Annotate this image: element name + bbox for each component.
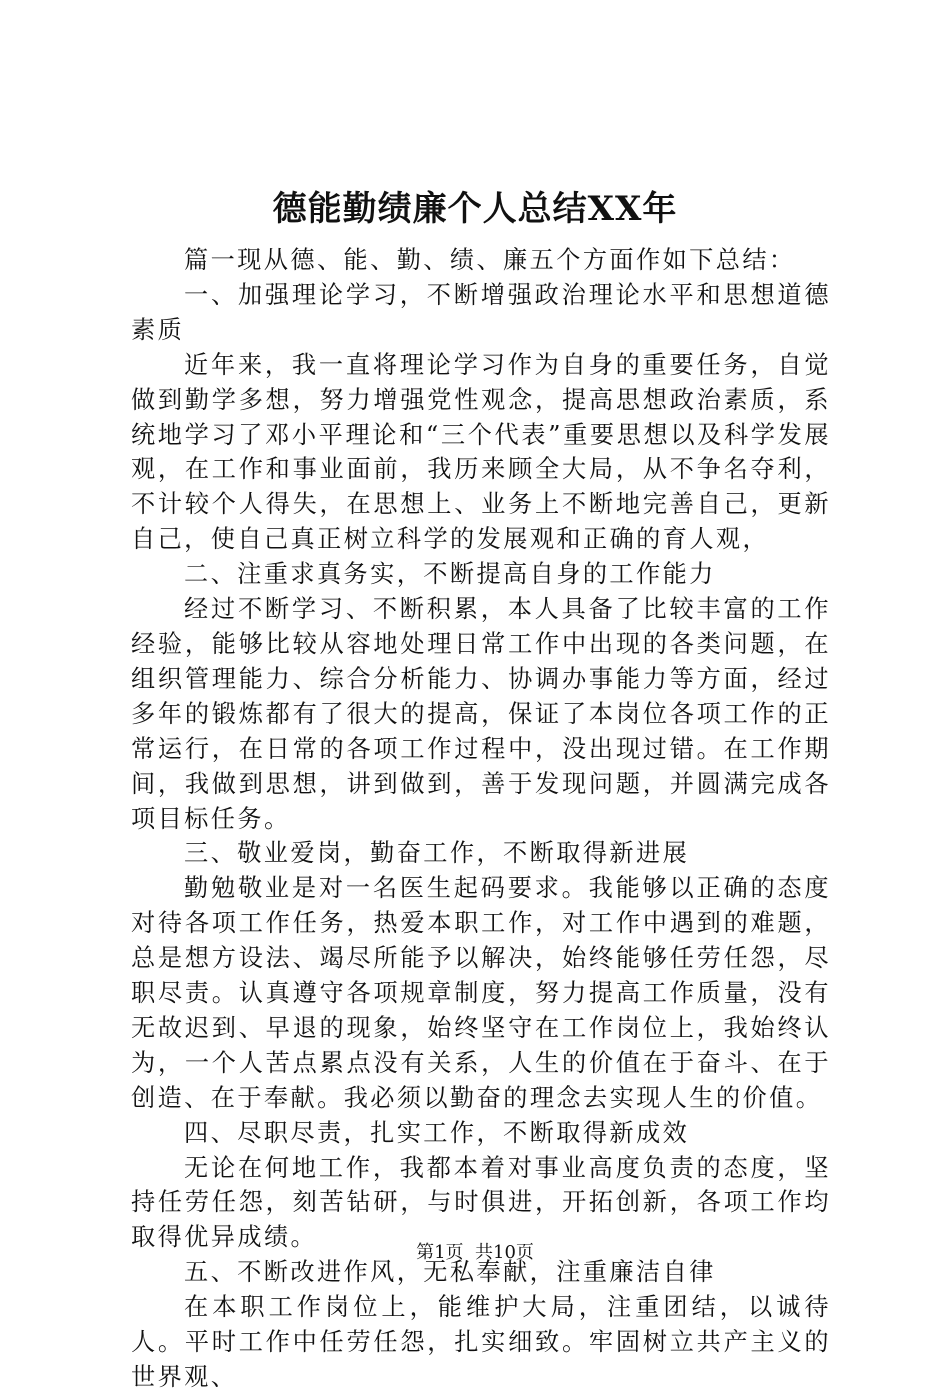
heading-section-2: 二、注重求真务实，不断提高自身的工作能力 — [184, 560, 716, 589]
paragraph-section-1: 近年来，我一直将理论学习作为自身的重要任务，自觉做到勤学多想，努力增强党性观念，提高思想政治素质，系统地学习了邓小平理论和“三个代表”重要思想以及科学发展观，在工作和事业面前，我历来顾全大局，从不争名夺利，不计较个人得失，在思想上、业务上不断地完善自己，更新自己，使自己真正树立科学的发展观和正确的育人观， — [131, 350, 831, 554]
paragraph-section-5: 在本职工作岗位上，能维护大局，注重团结，以诚待人。平时工作中任劳任怨，扎实细致。牢固树立共产主义的世界观、 — [131, 1293, 831, 1391]
paragraph-section-3: 勤勉敬业是对一名医生起码要求。我能够以正确的态度对待各项工作任务，热爱本职工作，对工作中遇到的难题，总是想方设法、竭尽所能予以解决，始终能够任劳任怨，尽职尽责。认真遵守各项规章制度，努力提高工作质量，没有无故迟到、早退的现象，始终坚守在工作岗位上，我始终认为，一个人苦点累点没有关系，人生的价值在于奋斗、在于创造、在于奉献。我必须以勤奋的理念去实现人生的价值。 — [131, 874, 831, 1112]
paragraph-section-4: 无论在何地工作，我都本着对事业高度负责的态度，坚持任劳任怨，刻苦钻研，与时俱进，开拓创新，各项工作均取得优异成绩。 — [131, 1153, 831, 1252]
heading-section-3: 三、敬业爱岗，勤奋工作，不断取得新进展 — [184, 839, 690, 868]
page-number-footer: 第1页 共10页 — [416, 1242, 534, 1263]
paragraph-section-2: 经过不断学习、不断积累，本人具备了比较丰富的工作经验，能够比较从容地处理日常工作中出现的各类问题，在组织管理能力、综合分析能力、协调办事能力等方面，经过多年的锻炼都有了很大的提高，保证了本岗位各项工作的正常运行，在日常的各项工作过程中，没出现过错。在工作期间，我做到思想，讲到做到，善于发现问题，并圆满完成各项目标任务。 — [131, 595, 831, 833]
heading-section-5: 五、不断改进作风，无私奉献，注重廉洁自律 — [184, 1258, 716, 1287]
heading-section-1: 一、加强理论学习，不断增强政治理论水平和思想道德素质 — [131, 280, 831, 344]
document-title: 德能勤绩廉个人总结XX年 — [272, 189, 678, 229]
heading-section-4: 四、尽职尽责，扎实工作，不断取得新成效 — [184, 1118, 690, 1147]
document-body — [131, 243, 831, 1395]
paragraph-intro: 篇一现从德、能、勤、绩、廉五个方面作如下总结： — [184, 246, 796, 274]
